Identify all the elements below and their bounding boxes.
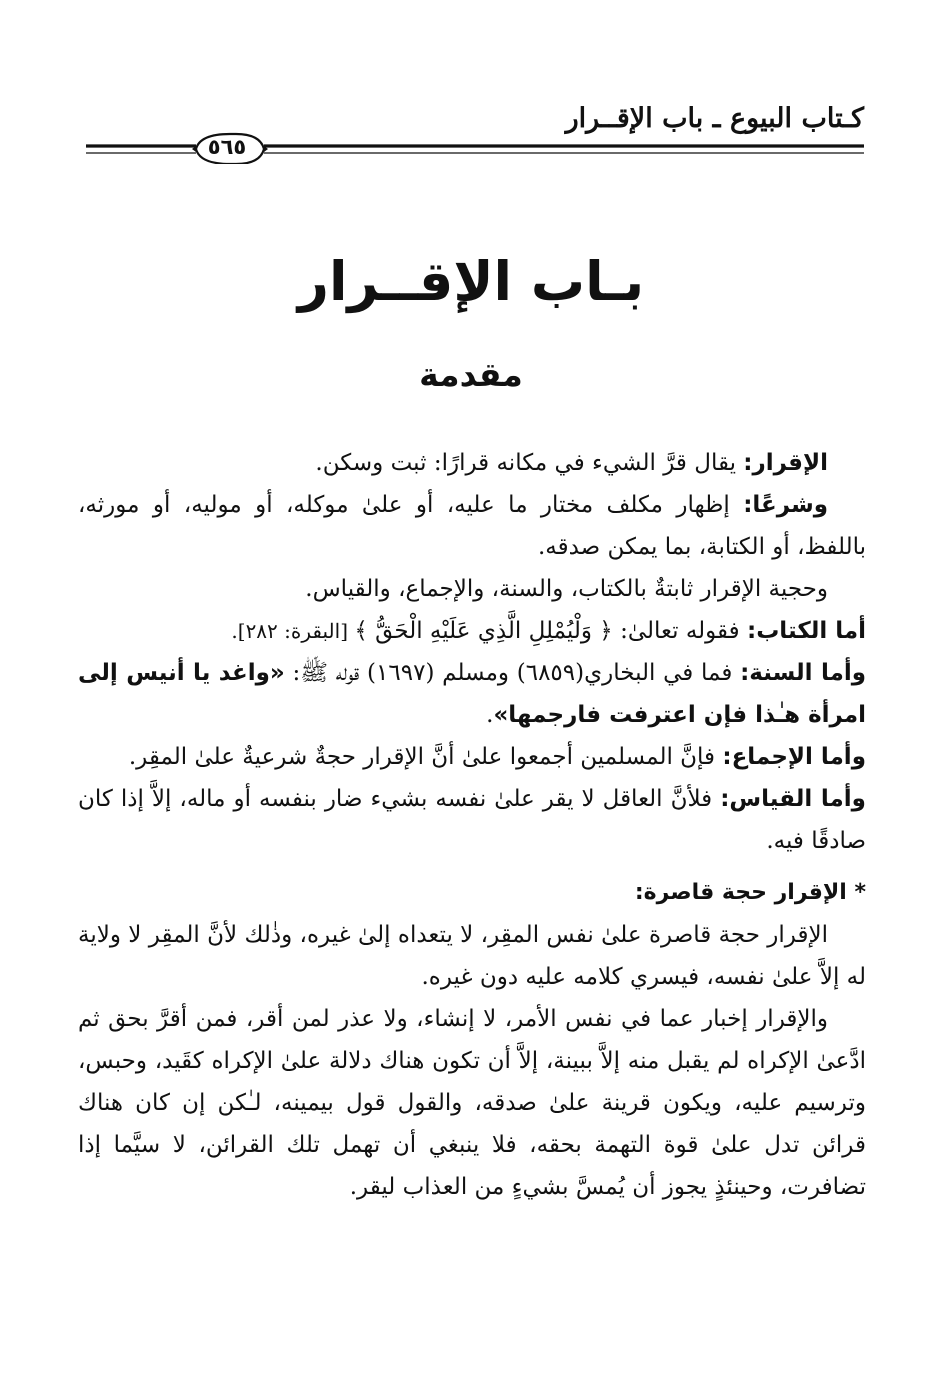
hadith-quote: «واغد يا أنيس إلى امرأة هـٰذا فإن اعترفت فارجمها» — [78, 660, 866, 728]
subsection-heading: * الإقرار حجة قاصرة: — [634, 880, 866, 905]
paragraph-linguistic-definition — [78, 442, 866, 484]
paragraph-evidence-sources — [78, 568, 866, 610]
paragraph-text: وحجية الإقرار ثابتةٌ بالكتاب، والسنة، والإجماع، والقياس. — [305, 576, 828, 602]
paragraph-text: الإقرار حجة قاصرة علىٰ نفس المقِر، لا يتعداه إلىٰ غيره، وذٰلك لأنَّ المقِر لا ولاية له إلاَّ علىٰ نفسه، فيسري كلامه عليه دون غيره. — [78, 922, 866, 990]
page-number: ٥٦٥ — [207, 135, 247, 159]
paragraph-text: فما في البخاري(٦٨٥٩) ومسلم (١٦٩٧) قوله ﷺ: — [284, 660, 741, 686]
paragraph-sunnah-evidence — [78, 652, 866, 736]
paragraph-text: والإقرار إخبار عما في نفس الأمر، لا إنشاء، ولا عذر لمن أقر، فمن أقرَّ بحق ثم ادَّعىٰ الإكراه لم يقبل منه إلاَّ ببينة، إلاَّ أن تكون هناك دلالة علىٰ الإكراه كقَيد، وحبس، وترسيم عليه، ويكون قرينة علىٰ صدقه، والقول قول بيمينه، لـٰكن إن كان هناك قرائن تدل علىٰ قوة التهمة بحقه، فلا ينبغي أن تهمل تلك القرائن، لا سيَّما إذا تضافرت، وحينئذٍ يجوز أن يُمسَّ بشيءٍ من العذاب ليقر. — [78, 1006, 866, 1200]
verse-reference: [البقرة: ٢٨٢]. — [231, 619, 355, 643]
quran-verse: فقوله تعالىٰ: ﴿ وَلْيُمْلِلِ الَّذِي عَلَيْهِ الْحَقُّ ﴾ — [354, 618, 747, 644]
paragraph-text: فإنَّ المسلمين أجمعوا علىٰ أنَّ الإقرار حجةٌ شرعيةٌ علىٰ المقِر. — [128, 744, 723, 770]
paragraph-text-end: . — [486, 702, 494, 728]
paragraph-analogy-evidence — [78, 778, 866, 862]
paragraph-consensus-evidence — [78, 736, 866, 778]
paragraph-legal-definition — [78, 484, 866, 568]
term-label: أما الكتاب: — [747, 618, 866, 644]
term-label: وأما السنة: — [740, 660, 866, 686]
paragraph-limited-proof — [78, 914, 866, 998]
body-text — [78, 442, 866, 1208]
running-title: كـتاب البيوع ـ باب الإقــرار — [565, 103, 864, 134]
paragraph-text: يقال قرَّ الشيء في مكانه قرارًا: ثبت وسكن. — [315, 450, 744, 476]
term-label: الإقرار: — [743, 450, 828, 476]
paragraph-coercion-claim — [78, 998, 866, 1208]
term-label: وأما الإجماع: — [722, 744, 866, 770]
term-label: وشرعًا: — [743, 492, 828, 518]
term-label: وأما القياس: — [720, 786, 866, 812]
chapter-title: بـاب الإقــرار — [297, 250, 645, 313]
paragraph-text: فلأنَّ العاقل لا يقر علىٰ نفسه بشيء ضار بنفسه أو ماله، إلاَّ إذا كان صادقًا فيه. — [78, 786, 866, 854]
paragraph-quran-evidence — [78, 610, 866, 652]
paragraph-text: إظهار مكلف مختار ما عليه، أو علىٰ موكله، أو موليه، أو مورثه، باللفظ، أو الكتابة، بما يمكن صدقه. — [78, 492, 866, 560]
section-title-introduction: مقدمة — [419, 355, 523, 394]
